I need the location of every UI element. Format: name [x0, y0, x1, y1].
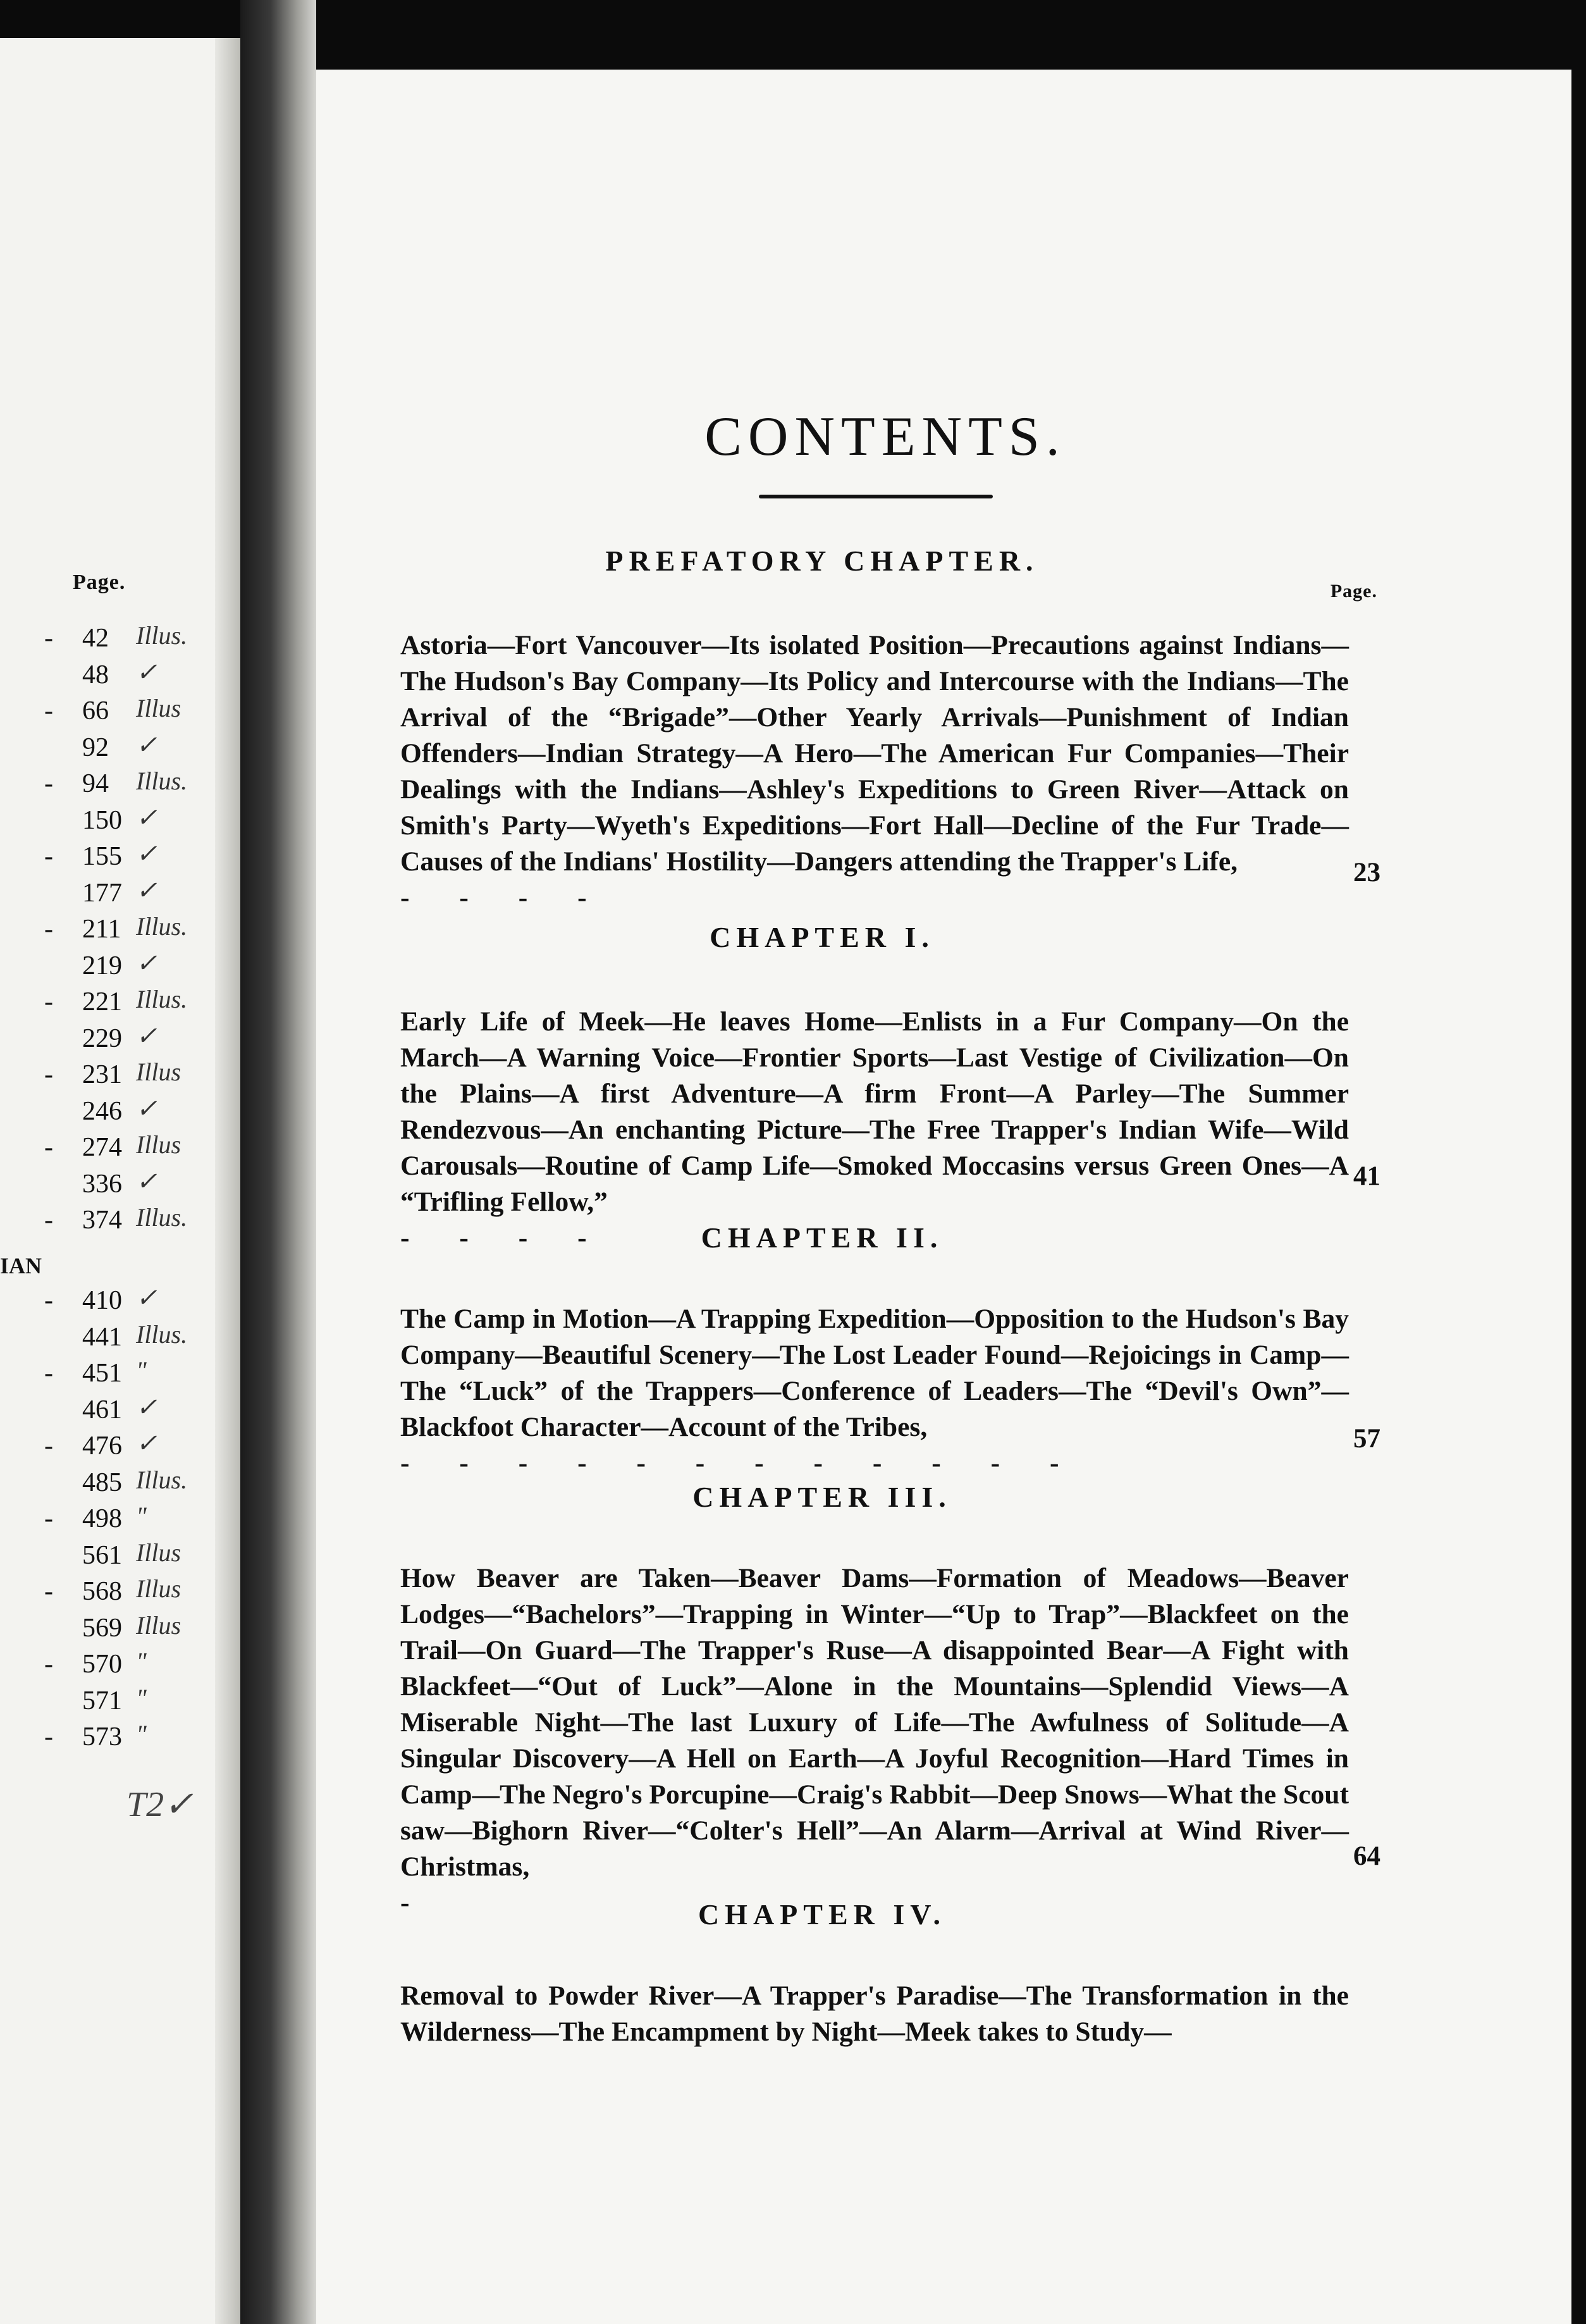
entry-dash: -: [44, 1359, 53, 1388]
chapter-title-3: CHAPTER III.: [692, 1481, 952, 1513]
entry-page-number: 571: [82, 1686, 122, 1715]
handwritten-mark: ✓: [136, 875, 157, 905]
entry-dash: -: [44, 915, 53, 944]
index-entry: [0, 1610, 240, 1648]
entry-page-number: 570: [82, 1650, 122, 1679]
entry-page-number: 94: [82, 769, 109, 798]
handwritten-mark: ": [136, 1647, 147, 1676]
handwritten-mark: Illus.: [136, 1465, 188, 1494]
index-entry: [0, 1576, 240, 1612]
chapter-summary-text: Early Life of Meek—He leaves Home—Enlists in a Fur Company—On the March—A Warning Voice—Frontier Sports—Last Vestige of Civilization—On the Plains—A first Adventure—A firm Front—A Parley—The Summer Rendezvous—An enchanting Picture—The Free Trapper's Indian Wife—Wild Carousals—Routine of Camp Life—Smoked Moccasins versus Green Ones—A “Trifling Fellow,”: [400, 1006, 1349, 1217]
entry-page-number: 221: [82, 987, 122, 1017]
page-number-prefatory: 23: [1353, 858, 1380, 887]
handwritten-mark: Illus: [136, 1538, 181, 1567]
dot-leaders: - - - - - - - - - - - -: [400, 1448, 1081, 1478]
left-section-fragment: IAN: [0, 1253, 42, 1278]
handwritten-mark: ": [136, 1720, 147, 1748]
entry-dash: -: [44, 1060, 53, 1089]
entry-dash: -: [44, 1577, 53, 1606]
page-title: CONTENTS.: [704, 406, 1066, 467]
entry-page-number: 92: [82, 732, 109, 762]
dot-leaders: - - - -: [400, 1223, 608, 1253]
chapter-summary-1: [366, 968, 1349, 1256]
entry-page-number: 231: [82, 1060, 122, 1089]
index-entry: [0, 696, 240, 731]
index-entry: [0, 1722, 240, 1757]
entry-page-number: 476: [82, 1431, 122, 1461]
chapter-summary-text: Removal to Powder River—A Trapper's Paradise—The Transformation in the Wilderness—The Encampment by Night—Meek takes to Study—: [400, 1981, 1349, 2047]
handwritten-mark: ✓: [136, 1094, 157, 1123]
index-entry: [0, 1096, 240, 1132]
handwritten-mark: ✓: [136, 839, 157, 868]
chapter-summary-text: How Beaver are Taken—Beaver Dams—Formation of Meadows—Beaver Lodges—“Bachelors”—Trapping in Winter—“Up to Trap”—Blackfeet on the Trail—On Guard—The Trapper's Ruse—A disappointed Bear—A Fight with Blackfeet—“Out of Luck”—Alone in the Mountains—Splendid Views—A Miserable Night—The last Luxury of Life—The Awfulness of Solitude—A Singular Discovery—A Hell on Earth—A Joyful Recognition—Hard Times in Camp—The Negro's Porcupine—Craig's Rabbit—Deep Snows—What the Scout saw—Bighorn River—“Colter's Hell”—An Alarm—Arrival at Wind River—Christmas,: [400, 1563, 1349, 1882]
index-entry: [0, 1683, 240, 1721]
entry-page-number: 219: [82, 951, 122, 980]
chapter-title-1: CHAPTER I.: [710, 921, 935, 953]
index-entry: [0, 987, 240, 1022]
entry-dash: -: [44, 696, 53, 726]
entry-dash: -: [44, 624, 53, 653]
entry-dash: -: [44, 1133, 53, 1162]
entry-page-number: 451: [82, 1359, 122, 1388]
handwritten-mark: ": [136, 1502, 147, 1530]
entry-page-number: 561: [82, 1540, 122, 1570]
entry-page-number: 229: [82, 1023, 122, 1053]
entry-page-number: 246: [82, 1096, 122, 1126]
index-entry: [0, 1392, 240, 1430]
handwritten-mark: ✓: [136, 1021, 157, 1050]
entry-page-number: 573: [82, 1722, 122, 1752]
dot-leaders: -: [400, 1888, 431, 1918]
chapter-summary-3: [366, 1524, 1349, 1921]
handwritten-mark: Illus.: [136, 1203, 188, 1232]
entry-page-number: 48: [82, 660, 109, 689]
handwritten-mark: Illus: [136, 1574, 181, 1603]
chapter-title-2: CHAPTER II.: [701, 1221, 944, 1254]
index-entry: [0, 623, 240, 658]
index-entry: [0, 1540, 240, 1576]
page-number-2: 57: [1353, 1424, 1380, 1454]
handwritten-mark: ": [136, 1683, 147, 1712]
book-gutter: [240, 0, 316, 2324]
handwritten-note: T2✓: [126, 1785, 194, 1824]
handwritten-mark: ✓: [136, 1166, 157, 1196]
entry-page-number: 211: [82, 915, 121, 944]
index-entry: [0, 1649, 240, 1684]
index-entry: [0, 914, 240, 949]
page-number-3: 64: [1353, 1841, 1380, 1871]
entry-page-number: 441: [82, 1322, 122, 1352]
handwritten-mark: Illus: [136, 1130, 181, 1159]
entry-dash: -: [44, 1431, 53, 1461]
index-entry: [0, 1465, 240, 1503]
entry-page-number: 177: [82, 878, 122, 908]
index-entry: [0, 1166, 240, 1204]
dot-leaders: - - - -: [400, 882, 608, 913]
handwritten-mark: ✓: [136, 1429, 157, 1457]
entry-page-number: 485: [82, 1468, 122, 1497]
handwritten-mark: Illus: [136, 694, 181, 722]
entry-dash: -: [44, 1722, 53, 1752]
chapter-title-prefatory: PREFATORY CHAPTER.: [605, 545, 1039, 577]
chapter-summary-2: [366, 1265, 1349, 1481]
chapter-summary-text: The Camp in Motion—A Trapping Expedition—Opposition to the Hudson's Bay Company—Beautiful Scenery—The Lost Leader Found—Rejoicings in Camp—The “Luck” of the Trappers—Conference of Leaders—The “Devil's Own”—Blackfoot Character—Account of the Tribes,: [400, 1304, 1349, 1442]
handwritten-mark: ✓: [136, 1392, 157, 1421]
handwritten-mark: ": [136, 1356, 147, 1385]
chapter-title-4: CHAPTER IV.: [698, 1898, 947, 1931]
index-entry: [0, 1205, 240, 1240]
handwritten-mark: Illus: [136, 1058, 181, 1086]
index-entry: [0, 1060, 240, 1095]
entry-dash: -: [44, 1286, 53, 1315]
handwritten-mark: Illus.: [136, 912, 188, 941]
chapter-summary-text: Astoria—Fort Vancouver—Its isolated Position—Precautions against Indians—The Hudson's Bay Company—Its Policy and Intercourse with the Indians—The Arrival of the “Brigade”—Other Yearly Arrivals—Punishment of Indian Offenders—Indian Strategy—A Hero—The American Fur Companies—Their Dealings with the Indians—Ashley's Expeditions to Green River—Attack on Smith's Party—Wyeth's Expeditions—Fort Hall—Decline of the Fur Trade—Causes of the Indians' Hostility—Dangers attending the Trapper's Life,: [400, 630, 1349, 877]
index-entry: [0, 875, 240, 913]
entry-page-number: 336: [82, 1169, 122, 1199]
title-rule: [759, 495, 993, 498]
index-entry: [0, 805, 240, 841]
entry-dash: -: [44, 987, 53, 1017]
index-entry: [0, 732, 240, 768]
index-entry: [0, 769, 240, 804]
index-entry: [0, 657, 240, 695]
index-entry: [0, 1431, 240, 1466]
handwritten-mark: Illus.: [136, 621, 188, 650]
handwritten-mark: ✓: [136, 657, 157, 686]
page-number-1: 41: [1353, 1161, 1380, 1191]
index-entry: [0, 1504, 240, 1539]
entry-page-number: 274: [82, 1133, 122, 1162]
entry-page-number: 569: [82, 1613, 122, 1643]
handwritten-mark: Illus: [136, 1610, 181, 1640]
chapter-summary-4: [366, 1942, 1349, 2050]
entry-page-number: 410: [82, 1286, 122, 1315]
handwritten-mark: ✓: [136, 730, 157, 759]
entry-page-number: 568: [82, 1577, 122, 1606]
handwritten-mark: ✓: [136, 803, 157, 832]
index-entry: [0, 1285, 240, 1321]
handwritten-mark: Illus.: [136, 985, 188, 1013]
entry-dash: -: [44, 1504, 53, 1533]
handwritten-mark: Illus.: [136, 767, 188, 795]
entry-page-number: 374: [82, 1206, 122, 1235]
entry-dash: -: [44, 1650, 53, 1679]
left-page-header: Page.: [73, 571, 126, 594]
handwritten-mark: ✓: [136, 1283, 157, 1312]
entry-dash: -: [44, 842, 53, 871]
entry-page-number: 66: [82, 696, 109, 726]
index-entry: [0, 948, 240, 986]
index-entry: [0, 1322, 240, 1357]
index-entry: [0, 1358, 240, 1394]
handwritten-mark: Illus.: [136, 1320, 188, 1349]
entry-dash: -: [44, 769, 53, 798]
chapter-summary-prefatory: [366, 591, 1349, 916]
page-column-header: Page.: [1330, 581, 1377, 602]
entry-dash: -: [44, 1206, 53, 1235]
index-entry: [0, 1023, 240, 1059]
index-entry: [0, 1132, 240, 1168]
entry-page-number: 461: [82, 1395, 122, 1425]
entry-page-number: 42: [82, 624, 109, 653]
entry-page-number: 498: [82, 1504, 122, 1533]
entry-page-number: 155: [82, 842, 122, 871]
index-entry: [0, 841, 240, 877]
handwritten-mark: ✓: [136, 948, 157, 977]
entry-page-number: 150: [82, 805, 122, 835]
